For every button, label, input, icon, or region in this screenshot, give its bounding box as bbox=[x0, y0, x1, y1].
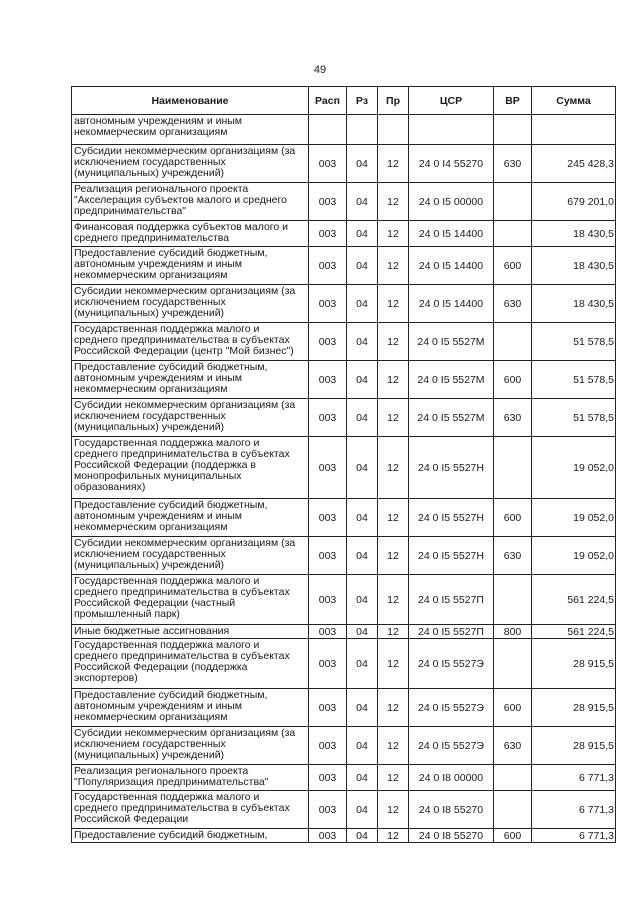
cell-csr: 24 0 I5 5527M bbox=[409, 323, 494, 361]
cell-rasp: 003 bbox=[309, 575, 347, 625]
cell-rz: 04 bbox=[347, 437, 378, 499]
cell-csr: 24 0 I8 55270 bbox=[409, 791, 494, 829]
cell-csr: 24 0 I5 00000 bbox=[409, 183, 494, 221]
cell-name: Реализация регионального проекта "Акселерация субъектов малого и среднего предпринимательства" bbox=[72, 183, 309, 221]
cell-pr: 12 bbox=[378, 247, 409, 285]
cell-pr: 12 bbox=[378, 221, 409, 247]
cell-name: Предоставление субсидий бюджетным, автономным учреждениям и иным некоммерческим организациям bbox=[72, 361, 309, 399]
table-row bbox=[72, 727, 616, 765]
table-row bbox=[72, 689, 616, 727]
cell-rasp: 003 bbox=[309, 537, 347, 575]
cell-sum: 561 224,5 bbox=[532, 625, 616, 639]
table-row bbox=[72, 183, 616, 221]
table-row bbox=[72, 639, 616, 689]
cell-rasp: 003 bbox=[309, 639, 347, 689]
cell-rz: 04 bbox=[347, 183, 378, 221]
cell-sum: 28 915,5 bbox=[532, 639, 616, 689]
cell-csr: 24 0 I8 00000 bbox=[409, 765, 494, 791]
cell-name: Предоставление субсидий бюджетным, bbox=[72, 829, 309, 843]
cell-rasp: 003 bbox=[309, 689, 347, 727]
cell-vr: 600 bbox=[494, 361, 532, 399]
cell-pr: 12 bbox=[378, 575, 409, 625]
cell-vr: 630 bbox=[494, 285, 532, 323]
cell-sum: 6 771,3 bbox=[532, 829, 616, 843]
cell-vr: 630 bbox=[494, 145, 532, 183]
cell-rasp: 003 bbox=[309, 791, 347, 829]
header-sum: Сумма bbox=[532, 87, 616, 115]
cell-sum: 6 771,3 bbox=[532, 765, 616, 791]
cell-rz: 04 bbox=[347, 361, 378, 399]
cell-name: Государственная поддержка малого и среднего предпринимательства в субъектах Российской Федерации bbox=[72, 791, 309, 829]
cell-rz: 04 bbox=[347, 145, 378, 183]
cell-name: Государственная поддержка малого и среднего предпринимательства в субъектах Российской Федерации (центр "Мой бизнес") bbox=[72, 323, 309, 361]
header-name: Наименование bbox=[72, 87, 309, 115]
cell-rz: 04 bbox=[347, 689, 378, 727]
cell-csr: 24 0 I5 5527Э bbox=[409, 727, 494, 765]
cell-name: Государственная поддержка малого и среднего предпринимательства в субъектах Российской Федерации (частный промышленный парк) bbox=[72, 575, 309, 625]
table-row bbox=[72, 791, 616, 829]
cell-rz: 04 bbox=[347, 537, 378, 575]
cell-vr bbox=[494, 575, 532, 625]
table-row bbox=[72, 221, 616, 247]
cell-vr bbox=[494, 221, 532, 247]
cell-csr: 24 0 I5 5527П bbox=[409, 625, 494, 639]
cell-csr: 24 0 I5 5527П bbox=[409, 575, 494, 625]
cell-rasp: 003 bbox=[309, 499, 347, 537]
cell-vr bbox=[494, 639, 532, 689]
cell-vr bbox=[494, 323, 532, 361]
table-row bbox=[72, 247, 616, 285]
cell-pr: 12 bbox=[378, 689, 409, 727]
cell-rasp: 003 bbox=[309, 323, 347, 361]
table-row bbox=[72, 625, 616, 639]
cell-sum: 51 578,5 bbox=[532, 361, 616, 399]
cell-csr: 24 0 I5 5527H bbox=[409, 499, 494, 537]
cell-rasp: 003 bbox=[309, 829, 347, 843]
table-row bbox=[72, 399, 616, 437]
cell-rz bbox=[347, 115, 378, 145]
cell-pr: 12 bbox=[378, 639, 409, 689]
table-row bbox=[72, 361, 616, 399]
cell-rz: 04 bbox=[347, 791, 378, 829]
cell-rasp: 003 bbox=[309, 247, 347, 285]
cell-sum: 19 052,0 bbox=[532, 437, 616, 499]
cell-name: Государственная поддержка малого и среднего предпринимательства в субъектах Российской Федерации (поддержка в монопрофильных муниципальных образованиях) bbox=[72, 437, 309, 499]
table-row bbox=[72, 115, 616, 145]
table-row bbox=[72, 145, 616, 183]
header-rz: Рз bbox=[347, 87, 378, 115]
table-row bbox=[72, 323, 616, 361]
cell-vr bbox=[494, 115, 532, 145]
table-row bbox=[72, 765, 616, 791]
table-row bbox=[72, 537, 616, 575]
cell-csr: 24 0 I5 14400 bbox=[409, 285, 494, 323]
cell-vr: 600 bbox=[494, 829, 532, 843]
cell-rasp: 003 bbox=[309, 727, 347, 765]
cell-rasp: 003 bbox=[309, 183, 347, 221]
cell-sum: 18 430,5 bbox=[532, 285, 616, 323]
cell-pr: 12 bbox=[378, 437, 409, 499]
cell-rasp: 003 bbox=[309, 625, 347, 639]
cell-csr: 24 0 I5 14400 bbox=[409, 247, 494, 285]
cell-sum: 19 052,0 bbox=[532, 499, 616, 537]
cell-sum: 51 578,5 bbox=[532, 323, 616, 361]
cell-rz: 04 bbox=[347, 625, 378, 639]
cell-pr: 12 bbox=[378, 625, 409, 639]
cell-sum: 28 915,5 bbox=[532, 689, 616, 727]
cell-name: Иные бюджетные ассигнования bbox=[72, 625, 309, 639]
cell-vr: 800 bbox=[494, 625, 532, 639]
cell-csr: 24 0 I5 5527M bbox=[409, 361, 494, 399]
cell-rasp: 003 bbox=[309, 765, 347, 791]
cell-rz: 04 bbox=[347, 575, 378, 625]
table-row bbox=[72, 499, 616, 537]
cell-rz: 04 bbox=[347, 323, 378, 361]
cell-name: Государственная поддержка малого и среднего предпринимательства в субъектах Российской Федерации (поддержка экспортеров) bbox=[72, 639, 309, 689]
cell-name: Субсидии некоммерческим организациям (за исключением государственных (муниципальных) учреждений) bbox=[72, 537, 309, 575]
cell-sum: 6 771,3 bbox=[532, 791, 616, 829]
header-pr: Пр bbox=[378, 87, 409, 115]
header-vr: ВР bbox=[494, 87, 532, 115]
cell-rasp: 003 bbox=[309, 361, 347, 399]
cell-csr: 24 0 I5 14400 bbox=[409, 221, 494, 247]
cell-rz: 04 bbox=[347, 285, 378, 323]
cell-rz: 04 bbox=[347, 765, 378, 791]
cell-rz: 04 bbox=[347, 499, 378, 537]
cell-name: Предоставление субсидий бюджетным, автономным учреждениям и иным некоммерческим организациям bbox=[72, 689, 309, 727]
cell-pr: 12 bbox=[378, 323, 409, 361]
cell-vr: 600 bbox=[494, 247, 532, 285]
cell-rasp: 003 bbox=[309, 221, 347, 247]
cell-pr: 12 bbox=[378, 499, 409, 537]
cell-vr: 600 bbox=[494, 499, 532, 537]
cell-csr: 24 0 I5 5527H bbox=[409, 437, 494, 499]
cell-pr: 12 bbox=[378, 727, 409, 765]
cell-sum bbox=[532, 115, 616, 145]
cell-name: Предоставление субсидий бюджетным, автономным учреждениям и иным некоммерческим организациям bbox=[72, 247, 309, 285]
cell-pr: 12 bbox=[378, 399, 409, 437]
cell-csr: 24 0 I8 55270 bbox=[409, 829, 494, 843]
cell-name: автономным учреждениям и иным некоммерческим организациям bbox=[72, 115, 309, 145]
cell-name: Субсидии некоммерческим организациям (за исключением государственных (муниципальных) учреждений) bbox=[72, 145, 309, 183]
cell-sum: 18 430,5 bbox=[532, 247, 616, 285]
cell-pr: 12 bbox=[378, 765, 409, 791]
table-row bbox=[72, 437, 616, 499]
cell-rasp: 003 bbox=[309, 285, 347, 323]
cell-vr bbox=[494, 437, 532, 499]
cell-rz: 04 bbox=[347, 639, 378, 689]
cell-name: Финансовая поддержка субъектов малого и среднего предпринимательства bbox=[72, 221, 309, 247]
cell-vr: 630 bbox=[494, 399, 532, 437]
table-header-row bbox=[72, 87, 616, 115]
cell-vr: 600 bbox=[494, 689, 532, 727]
cell-pr: 12 bbox=[378, 537, 409, 575]
cell-vr bbox=[494, 791, 532, 829]
cell-rz: 04 bbox=[347, 247, 378, 285]
cell-rasp: 003 bbox=[309, 145, 347, 183]
table-body bbox=[72, 115, 616, 843]
table-row bbox=[72, 575, 616, 625]
cell-name: Субсидии некоммерческим организациям (за исключением государственных (муниципальных) учреждений) bbox=[72, 727, 309, 765]
cell-csr: 24 0 I5 5527H bbox=[409, 537, 494, 575]
budget-table bbox=[71, 86, 616, 843]
cell-vr bbox=[494, 183, 532, 221]
cell-name: Реализация регионального проекта "Популяризация предпринимательства" bbox=[72, 765, 309, 791]
cell-pr: 12 bbox=[378, 145, 409, 183]
cell-pr bbox=[378, 115, 409, 145]
page-number: 49 bbox=[313, 64, 327, 76]
cell-rz: 04 bbox=[347, 727, 378, 765]
header-rasp: Расп bbox=[309, 87, 347, 115]
cell-vr bbox=[494, 765, 532, 791]
cell-vr: 630 bbox=[494, 727, 532, 765]
cell-pr: 12 bbox=[378, 183, 409, 221]
cell-rasp: 003 bbox=[309, 437, 347, 499]
cell-rz: 04 bbox=[347, 221, 378, 247]
cell-sum: 245 428,3 bbox=[532, 145, 616, 183]
cell-sum: 19 052,0 bbox=[532, 537, 616, 575]
cell-csr: 24 0 I4 55270 bbox=[409, 145, 494, 183]
cell-rasp bbox=[309, 115, 347, 145]
cell-sum: 51 578,5 bbox=[532, 399, 616, 437]
cell-name: Субсидии некоммерческим организациям (за исключением государственных (муниципальных) учреждений) bbox=[72, 399, 309, 437]
cell-sum: 18 430,5 bbox=[532, 221, 616, 247]
table-row bbox=[72, 285, 616, 323]
cell-sum: 561 224,5 bbox=[532, 575, 616, 625]
cell-name: Субсидии некоммерческим организациям (за исключением государственных (муниципальных) учреждений) bbox=[72, 285, 309, 323]
cell-csr: 24 0 I5 5527M bbox=[409, 399, 494, 437]
cell-sum: 28 915,5 bbox=[532, 727, 616, 765]
cell-vr: 630 bbox=[494, 537, 532, 575]
cell-sum: 679 201,0 bbox=[532, 183, 616, 221]
cell-pr: 12 bbox=[378, 791, 409, 829]
cell-csr: 24 0 I5 5527Э bbox=[409, 639, 494, 689]
cell-csr bbox=[409, 115, 494, 145]
cell-pr: 12 bbox=[378, 285, 409, 323]
cell-pr: 12 bbox=[378, 361, 409, 399]
cell-pr: 12 bbox=[378, 829, 409, 843]
table-row bbox=[72, 829, 616, 843]
cell-rasp: 003 bbox=[309, 399, 347, 437]
cell-csr: 24 0 I5 5527Э bbox=[409, 689, 494, 727]
cell-rz: 04 bbox=[347, 829, 378, 843]
cell-name: Предоставление субсидий бюджетным, автономным учреждениям и иным некоммерческим организациям bbox=[72, 499, 309, 537]
header-csr: ЦСР bbox=[409, 87, 494, 115]
cell-rz: 04 bbox=[347, 399, 378, 437]
